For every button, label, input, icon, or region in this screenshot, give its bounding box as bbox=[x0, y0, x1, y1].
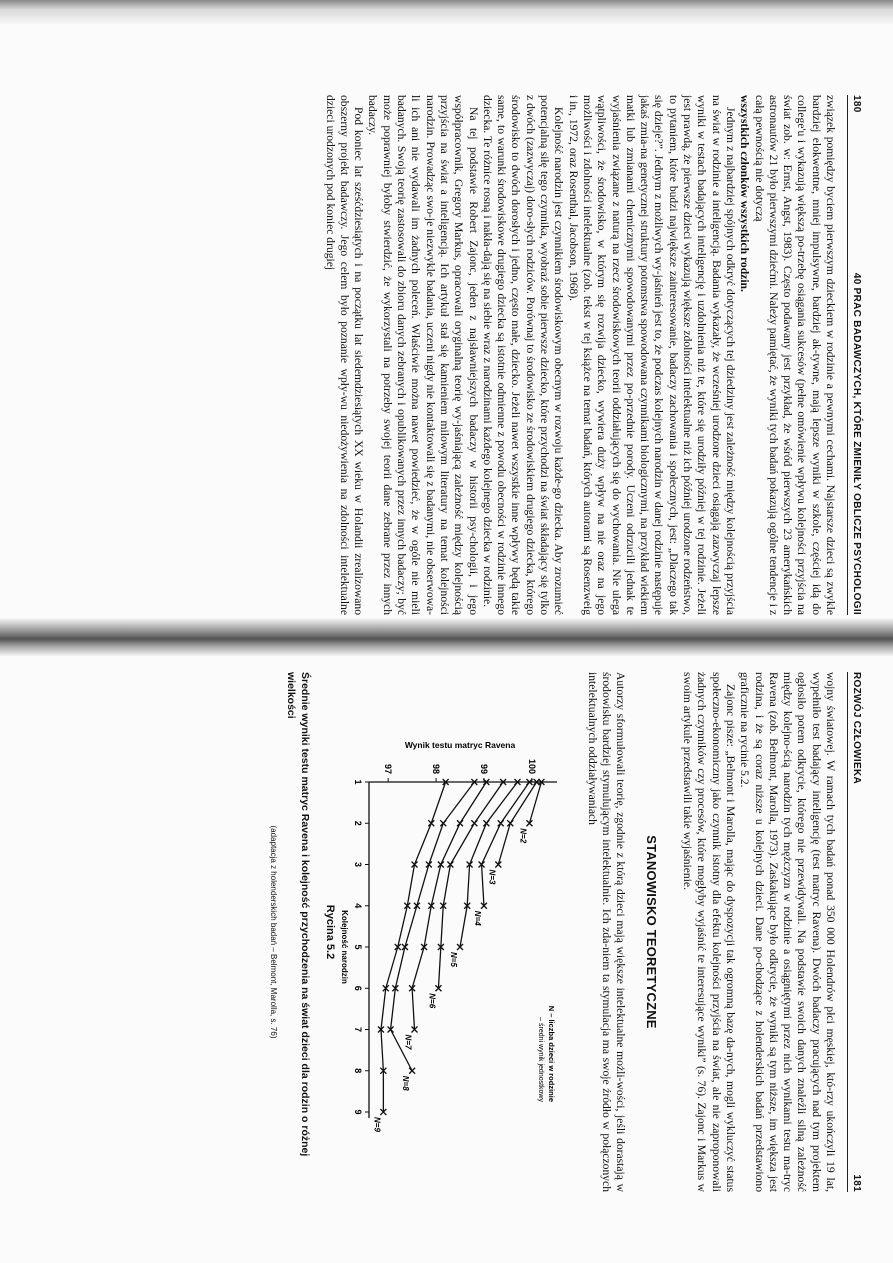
figure-caption: Średnie wyniki testu matryc Ravena i kolejność przychodzenia na świat dzieci dla rodzin o różnej wielkości bbox=[284, 672, 312, 1157]
x-tick-label: 1 bbox=[352, 779, 363, 785]
series-line bbox=[481, 782, 529, 906]
data-point bbox=[483, 820, 489, 826]
data-point bbox=[457, 820, 463, 826]
series-label: N=9 bbox=[371, 1117, 381, 1132]
y-tick-label: 100 bbox=[526, 758, 537, 774]
line-chart bbox=[339, 672, 579, 1192]
x-tick-label: 2 bbox=[352, 820, 363, 826]
x-tick-label: 4 bbox=[352, 903, 363, 909]
paragraph: Kolejność narodzin jest czynnikiem środowiskowym obecnym w rozwoju każde-go dziecka. Aby zrozumieć potencjalną siłę tego czynnika, wyobraź sobie pierwsze dziecko, które przychodzi na świat składający się tylko z dwóch (zazwyczaj) doro-słych rodziców. Porównaj to środowisko ze środowiskiem drugiego dziecka, którego środowisko to dwóch dorosłych i jedno, często małe, dziecko. Jeżeli nawet wszystkie inne wpływy będą takie same, to warunki środowiskowe drugiego dziecka są istotnie odmienne z powodu obecności w rodzinie innego dziecka. Te różnice rosną i nakła-dają się na siebie wraz z narodzinami każdego kolejnego dziecka w rodzinie. bbox=[480, 95, 566, 615]
running-head: ROZWÓJ CZŁOWIEKA bbox=[851, 672, 862, 785]
series-label: N=7 bbox=[403, 1034, 413, 1050]
x-tick-label: 5 bbox=[352, 944, 363, 950]
y-axis-label: Wynik testu matryc Ravena bbox=[404, 740, 515, 750]
x-tick-label: 3 bbox=[352, 861, 363, 868]
data-point bbox=[497, 820, 503, 826]
book-gutter-shadow bbox=[0, 618, 893, 656]
y-tick-label: 99 bbox=[478, 763, 489, 774]
series-label: N=2 bbox=[517, 828, 527, 844]
paragraph-text: wszystkich członków wszystkich rodzin. bbox=[738, 95, 752, 292]
series-line bbox=[498, 782, 536, 865]
series-label: N=6 bbox=[426, 993, 436, 1009]
series-line bbox=[460, 782, 517, 947]
data-point bbox=[440, 820, 446, 826]
series-label: N=4 bbox=[472, 910, 482, 926]
figure-label: Rycina 5.2 bbox=[323, 904, 336, 960]
paragraph: Na tej podstawie Robert Zajonc, jeden z najsławniejszych badaczy w historii psy-chologii, i jego współpracownik, Gregory Markus, opracowali oryginalną teorię wy-jaśniającą zależność między kolejnością przyjścia na świat a inteligencją. Ich artykuł stał się kamieniem milowym literatury na temat kolejności narodzin. Prowadząc swo-je niezwykle badania, uczeni nigdy nie kontaktowali się z badanymi, nie obserwowa-li ich ani nie wydawali im żadnych poleceń. Właściwie można nawet powiedzieć, że w ogóle nie mieli badanych. Swoją teorię zastosowali do zbioru danych zebranych i opublikowanych przez innych badaczy; być może poprawniej byłoby stwierdzić, że wykorzystali na potrzeby swojej teorii dane zebrane przez innych badaczy. bbox=[366, 95, 480, 615]
section-heading: STANOWISKO TEORETYCZNE bbox=[643, 835, 659, 1029]
paragraph: Zajonc pisze: „Belmont i Marolla, mając do dyspozycji tak ogromną bazę da-nych, mogli wykluczyć status społeczno-ekonomiczny jako czynnik istotny dla efektu kolejności przyjścia na świat, ale nie zaproponowali żadnych czynników czy procesów, które mogłyby wyjaśnić te interesujące wyniki” (s. 76). Zajonc i Markus w swoim artykule przedstawili takie wyjaśnienie. bbox=[681, 672, 737, 1192]
series-line bbox=[412, 782, 486, 1030]
page-header bbox=[847, 95, 862, 615]
paragraph: wojny światowej. W ramach tych badań ponad 350 000 Holendrów płci męskiej, któ-rzy ukończyli 19 lat, wypełniło test badający inteligencję (test matryc Ravena). Dwóch badaczy pracujących nad tym projektem ogłosiło potem odkrycie, którego nie przewidywali. Na podstawie swoich danych znaleźli silną zależność między kolejno-ścią narodzin tych mężczyzn w rodzinie a osiągniętymi przez nich wynikami testu ma-tryc Ravena (zob. Belmont, Marolla, 1973). Zaskakujące było odkrycie, że wyniki są tym niższe, im większa jest rodzina, i że są coraz niższe u kolejnych dzieci. Dane po-chodzące z holenderskich badań przedstawiono graficznie na rycinie 5.2. bbox=[738, 672, 837, 1192]
x-tick-label: 7 bbox=[352, 1026, 363, 1033]
figure-source: (adaptacja z holenderskich badań – Belmont, Marolla, s. 76) bbox=[268, 825, 278, 1039]
series-line bbox=[529, 782, 541, 823]
series-label: N=8 bbox=[400, 1075, 410, 1091]
y-tick-label: 97 bbox=[382, 763, 393, 774]
paragraph bbox=[737, 95, 751, 615]
paragraph: Autorzy sformułowali teorię, zgodnie z którą dzieci mają większe intelektualne możli-wości, jeśli dorastają w środowisku bardziej stymulującym intelektualnie. Ich zda-niem ta stymulacja ma swoje źródło w połączonych intelektualnych oddziaływaniach bbox=[585, 672, 628, 1192]
x-tick-label: 8 bbox=[352, 1068, 363, 1074]
data-point bbox=[471, 820, 477, 826]
x-tick-label: 6 bbox=[352, 985, 363, 991]
data-point bbox=[428, 820, 434, 826]
x-tick-label: 9 bbox=[352, 1109, 363, 1115]
running-head: 40 PRAC BADAWCZYCH, KTÓRE ZMIENIŁY OBLICZE PSYCHOLOGII bbox=[851, 272, 862, 615]
series-label: N=5 bbox=[448, 952, 458, 967]
series-line bbox=[381, 782, 446, 1112]
page-number: 180 bbox=[851, 95, 862, 113]
x-axis-label: Kolejność narodzin bbox=[339, 910, 349, 984]
page-body bbox=[322, 95, 837, 615]
scan-edge-shadow bbox=[0, 0, 893, 24]
paragraph: Pod koniec lat sześćdziesiątych i na początku lat siedemdziesiątych XX wieku w Holandii zrealizowano obszerny projekt badawczy. Jego celem było poznanie wpły-wu niedożywienia na zdolności intelektualne dzieci urodzonych pod koniec drugiej bbox=[323, 95, 366, 615]
y-tick-label: 98 bbox=[430, 763, 441, 774]
figure-5-2 bbox=[339, 672, 579, 1192]
legend-line: – średni wynik jednostkowy bbox=[536, 1017, 544, 1102]
page-header bbox=[847, 672, 862, 1192]
legend-line: N – liczba dzieci w rodzinie bbox=[546, 1005, 556, 1102]
paragraph: związek pomiędzy byciem pierwszym dzieckiem w rodzinie a pewnymi cechami. Najstarsze dzieci są zwykle bardziej elokwentne, mniej impulsywne, bardziej ak-tywne, mają lepsze wyniki w szkole, częściej idą do college'u i wykazują większą po-trzebę osiągania sukcesów (pełne omówienie wpływu kolejności przyjścia na świat zob. w: Ernst, Angst, 1983). Często podawany jest przykład, że wśród pierwszych 23 amerykańskich astronautów 21 było pierwszymi dziećmi. Należy pamiętać, że wyniki tych badań pokazują ogólne tendencje i z całą pewnością nie dotyczą bbox=[752, 95, 837, 615]
page-body bbox=[265, 672, 837, 1192]
page-number: 181 bbox=[851, 1174, 862, 1192]
data-point bbox=[409, 1068, 415, 1074]
paragraph: Jednym z najbardziej spójnych odkryć dotyczących tej dziedziny jest zależność między kolejnością przyjścia na świat w rodzinie a inteligencją. Badania wykazały, że wcześniej urodzone dzieci osiągają zazwyczaj lepsze wyniki w testach badających inteligencję i uzdolnienia niż te, które się urodziły później w tej rodzinie. Jeżeli jest prawdą, że pierwsze dzieci wykazują większe zdolności intelektualne niż ich później urodzone rodzeństwo, to pytaniem, które budzi największe zainteresowanie, badaczy zachowania i społecznych, jest: „Dlaczego tak się dzieje?”. Jednym z możliwych wy-jaśnień jest to, że podczas kolejnych narodzin w danej rodzinie następuje jakaś zmia-na genetycznej struktury potomstwa spowodowana czynnikami biologicznymi, na przykład wiekiem matki lub zmianami chemicznymi spowodowanymi przez po-przednie porody. Uczeni odrzucili jednak te wyjaśnienia związane z naturą na rzecz środowiskowych teorii oddziałujących się do wychowania. Nie ulega wątpliwości, że środowisko, w którym się rozwija dziecko, wywiera duży wpływ na nie oraz na jego możliwości i zdolności intelektualne (zob. tekst w tej książce na temat badań, których autorami są Rosenzweig i in., 1972, oraz Rosenthal, Jacobson, 1968). bbox=[566, 95, 737, 615]
page-180 bbox=[92, 95, 862, 615]
page-181 bbox=[92, 672, 862, 1192]
series-label: N=3 bbox=[486, 869, 496, 885]
